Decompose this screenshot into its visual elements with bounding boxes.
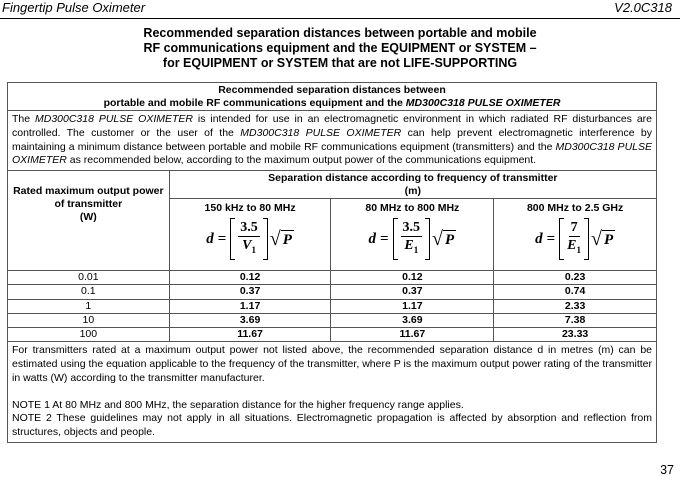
footer-notes <box>8 342 657 443</box>
intro-text-2: is intended for use in an electromagnetic environment in which radiated RF disturbances are controlled. The customer or the user of the <box>12 113 652 139</box>
value-cell: 1.17 <box>331 299 494 313</box>
formula-d: d <box>535 230 543 247</box>
band-formula: d = $\frac{3.5}{V_1}$ √ P <box>174 218 327 260</box>
band-label: 150 kHz to 80 MHz <box>204 202 296 215</box>
separation-unit: (m) <box>404 184 421 197</box>
intro-text-3: can help prevent electromagnetic interference by maintaining a minimum distance between portable and mobile RF communications equipment (transmitters) and the <box>12 126 653 153</box>
formula-numerator: 3.5 <box>240 220 258 236</box>
formula-denominator: V <box>242 238 252 254</box>
value-cell: 3.69 <box>169 313 331 327</box>
value-cell: 7.38 <box>494 313 657 327</box>
formula-d: d <box>206 230 214 247</box>
caption-product: MD300C318 PULSE OXIMETER <box>405 96 561 109</box>
header-product: Fingertip Pulse Oximeter <box>2 0 146 15</box>
power-cell: 100 <box>8 327 170 341</box>
power-cell: 1 <box>8 299 170 313</box>
caption-line-2 <box>12 97 652 110</box>
formula-radicand: P <box>603 232 614 249</box>
formula-radicand: P <box>445 232 455 249</box>
table-row <box>8 271 657 285</box>
intro-paragraph <box>8 111 657 171</box>
band-header-3 <box>494 199 657 271</box>
table-caption <box>8 83 657 111</box>
formula-subscript: 1 <box>413 244 419 255</box>
table-row <box>8 313 657 327</box>
separation-header <box>169 171 656 199</box>
power-cell: 10 <box>8 313 170 327</box>
value-cell: 0.74 <box>494 285 657 299</box>
separation-label: Separation distance according to frequency of transmitter <box>268 172 558 185</box>
page-number: 37 <box>660 463 674 477</box>
band-label: 800 MHz to 2.5 GHz <box>526 202 624 215</box>
formula-numerator: 7 <box>570 220 578 236</box>
formula-denominator: E <box>567 238 577 254</box>
formula-d: d <box>368 230 376 247</box>
band-formula: d = $\frac{7}{E_1}$ √ P <box>498 218 652 260</box>
intro-product-2: MD300C318 PULSE OXIMETER <box>240 126 402 139</box>
intro-text-4: as recommended below, according to the maximum output power of the communications equipment. <box>66 154 537 167</box>
separation-table <box>7 82 657 443</box>
value-cell: 0.12 <box>331 271 494 285</box>
intro-product-3: MD300C318 PULSE OXIMETER <box>12 140 652 167</box>
caption-line-1: Recommended separation distances between <box>218 84 446 96</box>
value-cell: 0.37 <box>169 285 331 299</box>
value-cell: 11.67 <box>169 327 331 341</box>
value-cell: 0.12 <box>169 271 331 285</box>
title-line-1: Recommended separation distances between portable and mobile <box>143 26 537 40</box>
band-formula: d = $\frac{3.5}{E_1}$ √ P <box>335 218 489 260</box>
rated-power-unit: (W) <box>79 211 97 224</box>
caption-line-2-prefix: portable and mobile RF communications equipment and the <box>103 96 406 109</box>
band-label: 80 MHz to 800 MHz <box>365 202 460 215</box>
page-title <box>0 26 680 71</box>
band-header-1 <box>169 199 331 271</box>
value-cell: 23.33 <box>494 327 657 341</box>
value-cell: 0.23 <box>494 271 657 285</box>
title-line-3: for EQUIPMENT or SYSTEM that are not LIFE-SUPPORTING <box>162 56 518 70</box>
value-cell: 2.33 <box>494 299 657 313</box>
power-cell: 0.1 <box>8 285 170 299</box>
note-1: NOTE 1 At 80 MHz and 800 MHz, the separation distance for the higher frequency range applies. <box>12 398 464 411</box>
table-row <box>8 327 657 341</box>
value-cell: 3.69 <box>331 313 494 327</box>
intro-text-1: The <box>12 113 35 125</box>
intro-product-1: MD300C318 PULSE OXIMETER <box>35 113 194 125</box>
header-version: V2.0C318 <box>614 0 672 15</box>
value-cell: 1.17 <box>169 299 331 313</box>
formula-subscript: 1 <box>576 244 581 255</box>
formula-radicand: P <box>282 232 292 249</box>
rated-power-header <box>8 171 170 271</box>
footer-paragraph: For transmitters rated at a maximum output power not listed above, the recommended separation distance d in metres (m) can be estimated using the equation applicable to the frequency of the transmitter, where P is the maximum output power rating of the transmitter in watts (W) according to the transmitter manufacturer. <box>12 344 652 384</box>
band-header-2 <box>331 199 494 271</box>
table-row <box>8 299 657 313</box>
rated-power-label: Rated maximum output power of transmitter <box>13 185 164 211</box>
page-header <box>0 0 680 19</box>
formula-denominator: E <box>404 238 414 254</box>
value-cell: 11.67 <box>331 327 494 341</box>
table-row <box>8 285 657 299</box>
power-cell: 0.01 <box>8 271 170 285</box>
value-cell: 0.37 <box>331 285 494 299</box>
formula-numerator: 3.5 <box>402 220 421 236</box>
formula-subscript: 1 <box>251 244 256 255</box>
title-line-2: RF communications equipment and the EQUIPMENT or SYSTEM – <box>143 41 537 55</box>
note-2: NOTE 2 These guidelines may not apply in all situations. Electromagnetic propagation is affected by absorption and reflection from structures, objects and people. <box>12 412 652 439</box>
